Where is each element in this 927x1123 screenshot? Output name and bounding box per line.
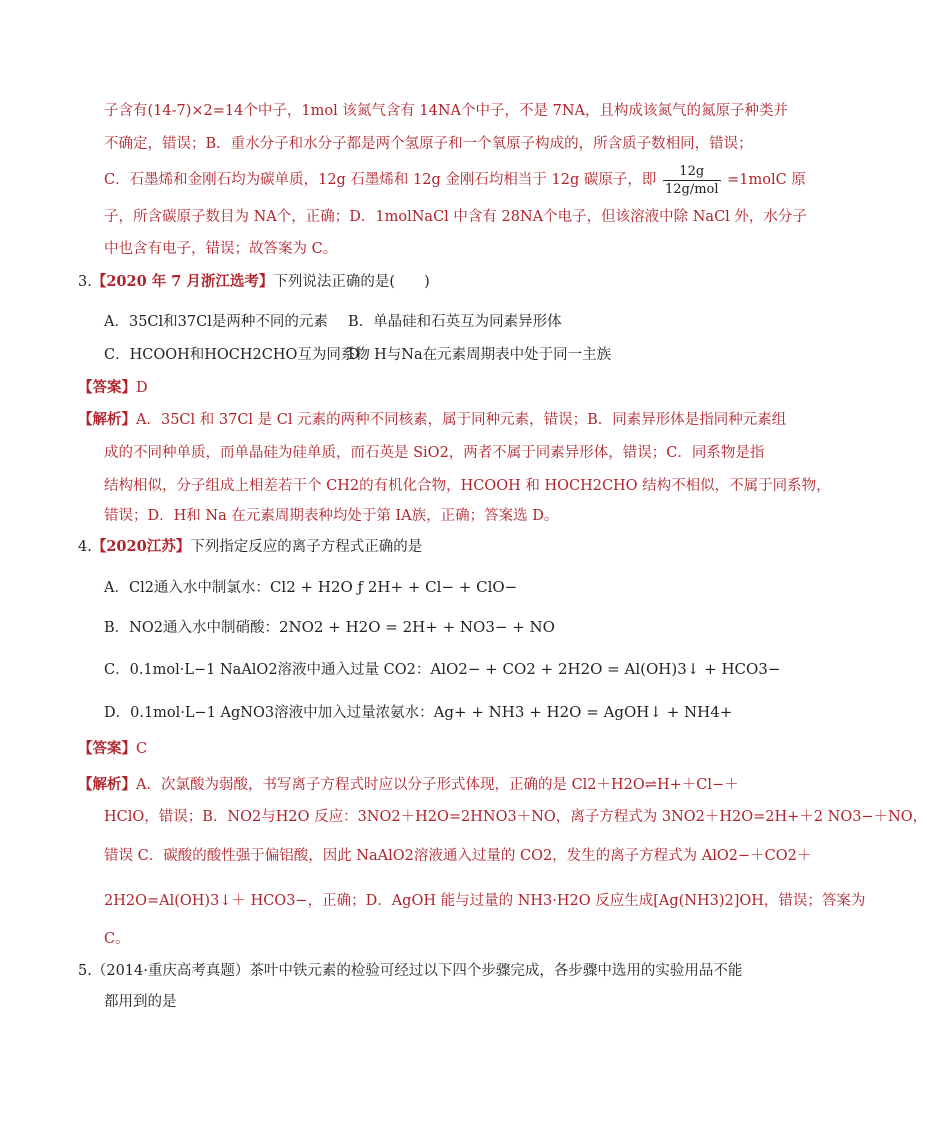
- analysis-line: 2H2O=Al(OH)3↓＋ HCO3−，正确；D．AgOH 能与过量的 NH3·H2O 反应生成[Ag(NH3)2]OH，错误；答案为: [104, 893, 866, 909]
- analysis-line: 错误 C．碳酸的酸性强于偏铝酸，因此 NaAlO2溶液通入过量的 CO2，发生的离子方程式为 AlO2−＋CO2＋: [104, 848, 812, 864]
- equation: AlO2− + CO2 + 2H2O = Al(OH)3↓ + HCO3−: [430, 660, 781, 678]
- analysis-line: [78, 775, 739, 795]
- question-text: （2014·重庆高考真题）茶叶中铁元素的检验可经过以下四个步骤完成，各步骤中选用的实验用品不能: [91, 963, 743, 979]
- question-4-stem: [78, 537, 422, 557]
- analysis-line: HClO，错误；B．NO2与H2O 反应：3NO2＋H2O=2HNO3＋NO，离子方程式为 3NO2＋H2O=2H+＋2 NO3−＋NO，: [104, 809, 927, 825]
- analysis-label: 【解析】: [78, 411, 136, 428]
- fraction-numerator: 12g: [663, 163, 721, 181]
- question-number: 4.: [78, 539, 92, 555]
- fraction-denominator: 12g/mol: [664, 181, 719, 197]
- option-b: B．单晶硅和石英互为同素异形体: [348, 314, 562, 330]
- answer-line: [78, 739, 147, 759]
- answer-value: D: [136, 380, 148, 396]
- answer-label: 【答案】: [78, 740, 136, 757]
- option-text: A．Cl2通入水中制氯水：: [104, 580, 270, 596]
- answer-line: [78, 378, 148, 398]
- question-5-stem: [78, 961, 742, 981]
- question-number: 3.: [78, 274, 92, 290]
- analysis-text: =1molC 原: [727, 172, 806, 188]
- analysis-text: A．35Cl 和 37Cl 是 Cl 元素的两种不同核素，属于同种元素，错误；B．同素异形体是指同种元素组: [136, 412, 787, 428]
- question-5-stem-cont: 都用到的是: [104, 994, 177, 1010]
- analysis-line: 不确定，错误；B．重水分子和水分子都是两个氢原子和一个氧原子构成的，所含质子数相同，错误；: [104, 136, 753, 152]
- question-source: 【2020 年 7 月浙江选考】: [91, 273, 274, 290]
- question-text: 下列说法正确的是( ): [273, 274, 430, 290]
- question-number: 5.: [78, 963, 92, 979]
- analysis-line: 子，所含碳原子数目为 NA个，正确；D．1molNaCl 中含有 28NA个电子，但该溶液中除 NaCl 外，水分子: [104, 209, 807, 225]
- question-3-stem: [78, 272, 430, 292]
- equation: Cl2 + H2O ƒ 2H+ + Cl− + ClO−: [269, 578, 518, 596]
- option-b: [104, 617, 555, 638]
- option-text: D．0.1mol·L−1 AgNO3溶液中加入过量浓氨水：: [104, 705, 434, 721]
- answer-label: 【答案】: [78, 379, 136, 396]
- option-a: [104, 577, 517, 598]
- analysis-line-with-fraction: [104, 160, 806, 200]
- analysis-line: 子含有(14-7)×2=14个中子，1mol 该氮气含有 14NA个中子，不是 7NA，且构成该氮气的氮原子种类并: [104, 103, 789, 119]
- option-a: A．35Cl和37Cl是两种不同的元素: [104, 314, 328, 330]
- equation: 2NO2 + H2O = 2H+ + NO3− + NO: [278, 618, 555, 636]
- analysis-text: C．石墨烯和金刚石均为碳单质，12g 石墨烯和 12g 金刚石均相当于 12g 碳原子，即: [104, 172, 657, 188]
- fraction: [663, 163, 721, 198]
- analysis-line: 中也含有电子，错误；故答案为 C。: [104, 241, 338, 257]
- analysis-line: 成的不同种单质，而单晶硅为硅单质，而石英是 SiO2，两者不属于同素异形体，错误；C．同系物是指: [104, 445, 765, 461]
- question-source: 【2020江苏】: [91, 538, 191, 555]
- option-text: B．NO2通入水中制硝酸：: [104, 620, 279, 636]
- analysis-line: C。: [104, 931, 130, 947]
- analysis-line: 结构相似，分子组成上相差若干个 CH2的有机化合物，HCOOH 和 HOCH2CHO 结构不相似，不属于同系物，: [104, 478, 831, 494]
- answer-value: C: [136, 741, 148, 757]
- option-d: [104, 702, 732, 723]
- analysis-text: A．次氯酸为弱酸，书写离子方程式时应以分子形式体现，正确的是 Cl2＋H2O⇌H+＋Cl−＋: [136, 777, 739, 793]
- option-d: D．H与Na在元素周期表中处于同一主族: [348, 347, 612, 363]
- option-c: C．HCOOH和HOCH2CHO互为同系物: [104, 347, 370, 363]
- analysis-line: [78, 410, 786, 430]
- analysis-label: 【解析】: [78, 776, 136, 793]
- option-c: [104, 659, 780, 680]
- analysis-line: 错误；D．H和 Na 在元素周期表种均处于第 IA族，正确；答案选 D。: [104, 508, 559, 524]
- equation: Ag+ + NH3 + H2O = AgOH↓ + NH4+: [433, 703, 733, 721]
- option-text: C．0.1mol·L−1 NaAlO2溶液中通入过量 CO2：: [104, 662, 431, 678]
- question-text: 下列指定反应的离子方程式正确的是: [190, 539, 423, 555]
